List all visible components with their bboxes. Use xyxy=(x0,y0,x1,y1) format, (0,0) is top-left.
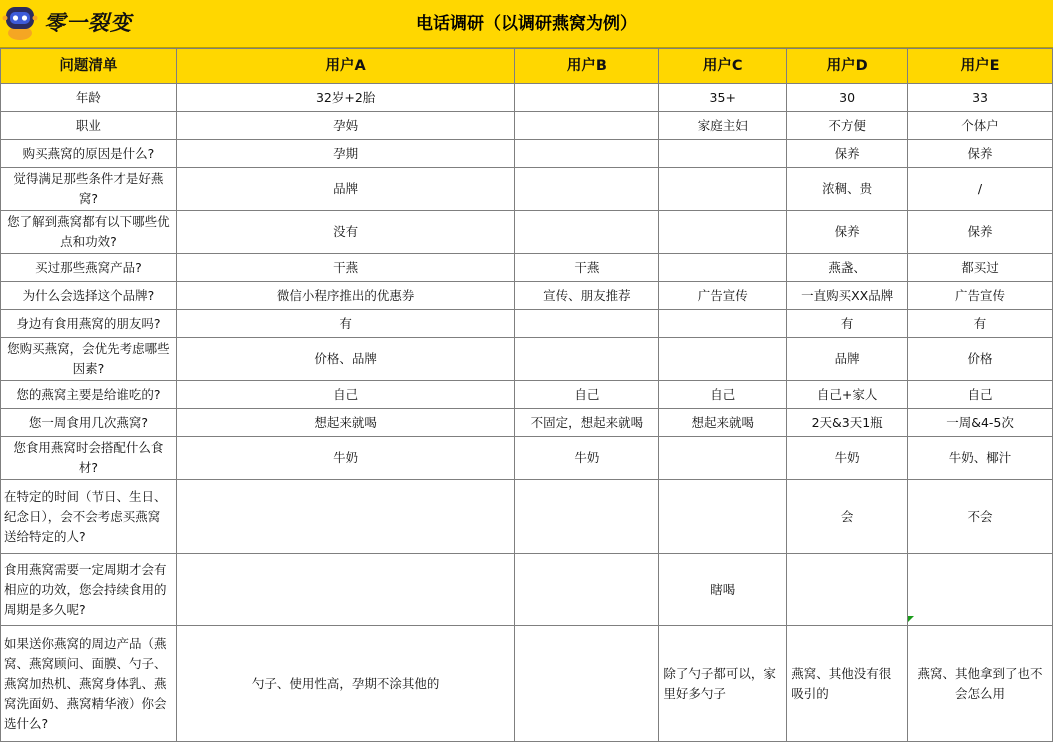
answer-cell-b[interactable] xyxy=(515,112,659,140)
answer-cell-d[interactable]: 一直购买XX品牌 xyxy=(787,282,908,310)
answer-cell-e[interactable]: 33 xyxy=(908,84,1053,112)
answer-cell-c[interactable]: 除了勺子都可以，家里好多勺子 xyxy=(659,626,787,742)
table-row xyxy=(1,480,1053,554)
answer-cell-a[interactable]: 有 xyxy=(176,310,515,338)
question-cell[interactable]: 如果送你燕窝的周边产品（燕窝、燕窝顾问、面膜、勺子、燕窝加热机、燕窝身体乳、燕窝洗面奶、燕窝精华液）你会选什么? xyxy=(1,626,177,742)
question-cell[interactable]: 购买燕窝的原因是什么? xyxy=(1,140,177,168)
question-cell[interactable]: 觉得满足那些条件才是好燕窝? xyxy=(1,168,177,211)
answer-cell-e[interactable]: 广告宣传 xyxy=(908,282,1053,310)
answer-cell-c[interactable] xyxy=(659,168,787,211)
answer-cell-d[interactable]: 30 xyxy=(787,84,908,112)
answer-cell-a[interactable]: 牛奶 xyxy=(176,437,515,480)
answer-cell-b[interactable] xyxy=(515,168,659,211)
answer-cell-d[interactable]: 会 xyxy=(787,480,908,554)
answer-cell-d[interactable]: 牛奶 xyxy=(787,437,908,480)
answer-cell-c[interactable]: 瞎喝 xyxy=(659,554,787,626)
question-cell[interactable]: 身边有食用燕窝的朋友吗? xyxy=(1,310,177,338)
answer-cell-c[interactable] xyxy=(659,140,787,168)
answer-cell-a[interactable]: 没有 xyxy=(176,211,515,254)
table-row xyxy=(1,282,1053,310)
answer-cell-e[interactable]: 都买过 xyxy=(908,254,1053,282)
answer-cell-b[interactable] xyxy=(515,84,659,112)
answer-cell-c[interactable]: 想起来就喝 xyxy=(659,409,787,437)
question-cell[interactable]: 买过那些燕窝产品? xyxy=(1,254,177,282)
table-row xyxy=(1,409,1053,437)
answer-cell-d[interactable]: 自己+家人 xyxy=(787,381,908,409)
title-banner xyxy=(0,0,1053,48)
survey-table xyxy=(0,48,1053,742)
answer-cell-a[interactable]: 孕妈 xyxy=(176,112,515,140)
header-cell-questions[interactable]: 问题清单 xyxy=(1,49,177,84)
question-cell[interactable]: 为什么会选择这个品牌? xyxy=(1,282,177,310)
answer-cell-e[interactable]: 价格 xyxy=(908,338,1053,381)
question-cell[interactable]: 您购买燕窝，会优先考虑哪些因素? xyxy=(1,338,177,381)
answer-cell-e[interactable]: 保养 xyxy=(908,211,1053,254)
header-cell-user-b[interactable]: 用户B xyxy=(515,49,659,84)
answer-cell-b[interactable]: 不固定，想起来就喝 xyxy=(515,409,659,437)
answer-cell-b[interactable] xyxy=(515,211,659,254)
table-row xyxy=(1,254,1053,282)
table-row xyxy=(1,140,1053,168)
table-row xyxy=(1,338,1053,381)
answer-cell-d[interactable]: 不方便 xyxy=(787,112,908,140)
answer-cell-e[interactable]: / xyxy=(908,168,1053,211)
header-cell-user-c[interactable]: 用户C xyxy=(659,49,787,84)
answer-cell-c[interactable]: 35+ xyxy=(659,84,787,112)
answer-cell-e[interactable]: 自己 xyxy=(908,381,1053,409)
answer-cell-d[interactable]: 燕窝、其他没有很吸引的 xyxy=(787,626,908,742)
answer-cell-e[interactable]: 一周&4-5次 xyxy=(908,409,1053,437)
answer-cell-b[interactable]: 干燕 xyxy=(515,254,659,282)
answer-cell-b[interactable] xyxy=(515,140,659,168)
answer-cell-d[interactable] xyxy=(787,554,908,626)
answer-cell-b[interactable] xyxy=(515,480,659,554)
header-row xyxy=(1,49,1053,84)
table-row xyxy=(1,626,1053,742)
table-row xyxy=(1,112,1053,140)
answer-cell-d[interactable]: 保养 xyxy=(787,140,908,168)
question-cell[interactable]: 您食用燕窝时会搭配什么食材? xyxy=(1,437,177,480)
answer-cell-a[interactable] xyxy=(176,554,515,626)
answer-cell-c[interactable] xyxy=(659,437,787,480)
table-row xyxy=(1,554,1053,626)
answer-cell-a[interactable]: 自己 xyxy=(176,381,515,409)
answer-cell-b[interactable]: 自己 xyxy=(515,381,659,409)
answer-cell-c[interactable]: 广告宣传 xyxy=(659,282,787,310)
answer-cell-e[interactable]: 有 xyxy=(908,310,1053,338)
answer-cell-a[interactable]: 32岁+2胎 xyxy=(176,84,515,112)
header-cell-user-e[interactable]: 用户E xyxy=(908,49,1053,84)
answer-cell-d[interactable]: 品牌 xyxy=(787,338,908,381)
table-row xyxy=(1,381,1053,409)
question-cell[interactable]: 职业 xyxy=(1,112,177,140)
page-title: 电话调研（以调研燕窝为例） xyxy=(416,14,637,34)
answer-cell-b[interactable] xyxy=(515,554,659,626)
answer-cell-a[interactable]: 干燕 xyxy=(176,254,515,282)
answer-cell-a[interactable]: 品牌 xyxy=(176,168,515,211)
answer-cell-b[interactable]: 牛奶 xyxy=(515,437,659,480)
answer-cell-a[interactable] xyxy=(176,480,515,554)
answer-cell-e[interactable]: 不会 xyxy=(908,480,1053,554)
answer-cell-e[interactable]: 牛奶、椰汁 xyxy=(908,437,1053,480)
table-row xyxy=(1,437,1053,480)
table-row xyxy=(1,211,1053,254)
answer-cell-a[interactable]: 想起来就喝 xyxy=(176,409,515,437)
brand-name: 零一裂变 xyxy=(44,11,132,35)
answer-cell-b[interactable]: 宣传、朋友推荐 xyxy=(515,282,659,310)
header-cell-user-d[interactable]: 用户D xyxy=(787,49,908,84)
answer-cell-c[interactable] xyxy=(659,211,787,254)
answer-cell-d[interactable]: 浓稠、贵 xyxy=(787,168,908,211)
answer-cell-e[interactable]: 个体户 xyxy=(908,112,1053,140)
answer-cell-c[interactable]: 自己 xyxy=(659,381,787,409)
answer-cell-a[interactable]: 微信小程序推出的优惠券 xyxy=(176,282,515,310)
table-row xyxy=(1,310,1053,338)
table-row xyxy=(1,84,1053,112)
answer-cell-c[interactable] xyxy=(659,254,787,282)
answer-cell-d[interactable]: 2天&3天1瓶 xyxy=(787,409,908,437)
question-cell[interactable]: 您的燕窝主要是给谁吃的? xyxy=(1,381,177,409)
answer-cell-c[interactable] xyxy=(659,480,787,554)
question-cell[interactable]: 您了解到燕窝都有以下哪些优点和功效? xyxy=(1,211,177,254)
answer-cell-b[interactable] xyxy=(515,626,659,742)
answer-cell-c[interactable] xyxy=(659,338,787,381)
question-cell[interactable]: 年龄 xyxy=(1,84,177,112)
question-cell[interactable]: 您一周食用几次燕窝? xyxy=(1,409,177,437)
answer-cell-e[interactable]: 燕窝、其他拿到了也不会怎么用 xyxy=(908,626,1053,742)
table-row xyxy=(1,168,1053,211)
answer-cell-a[interactable]: 勺子、使用性高，孕期不涂其他的 xyxy=(176,626,515,742)
answer-cell-a[interactable]: 孕期 xyxy=(176,140,515,168)
answer-cell-d[interactable]: 有 xyxy=(787,310,908,338)
answer-cell-e[interactable]: 保养 xyxy=(908,140,1053,168)
answer-cell-a[interactable]: 价格、品牌 xyxy=(176,338,515,381)
comment-indicator-icon[interactable] xyxy=(908,616,914,622)
header-cell-user-a[interactable]: 用户A xyxy=(176,49,515,84)
answer-cell-b[interactable] xyxy=(515,310,659,338)
answer-cell-d[interactable]: 燕盏、 xyxy=(787,254,908,282)
answer-cell-c[interactable]: 家庭主妇 xyxy=(659,112,787,140)
question-cell[interactable]: 食用燕窝需要一定周期才会有相应的功效，您会持续食用的周期是多久呢? xyxy=(1,554,177,626)
answer-cell-d[interactable]: 保养 xyxy=(787,211,908,254)
answer-cell-c[interactable] xyxy=(659,310,787,338)
answer-cell-b[interactable] xyxy=(515,338,659,381)
question-cell[interactable]: 在特定的时间（节日、生日、纪念日），会不会考虑买燕窝送给特定的人? xyxy=(1,480,177,554)
answer-cell-e[interactable] xyxy=(908,554,1053,626)
